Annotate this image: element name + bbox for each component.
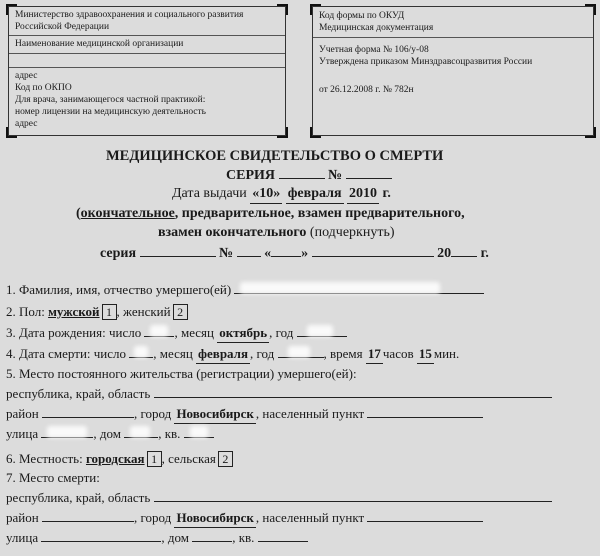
- death-place-region: [6, 489, 552, 507]
- locality-urban-box: 1: [147, 451, 162, 467]
- residence-region-label: республика, край, область: [6, 386, 151, 401]
- residence-house-label: , дом: [93, 426, 121, 441]
- issue-year-suffix: г.: [382, 186, 391, 201]
- locality-rural: , сельская: [161, 451, 216, 466]
- birth-month-value: октябрь: [217, 324, 269, 343]
- quote-open: «: [264, 246, 272, 261]
- residence-district-label: район: [6, 406, 39, 421]
- issue-year: 2010: [347, 185, 379, 204]
- sex-label: 2. Пол:: [6, 304, 45, 319]
- field-locality: [6, 450, 233, 468]
- birth-year-label: , год: [269, 325, 294, 340]
- residence-street: [6, 425, 214, 443]
- certificate-type-line2: [158, 224, 395, 242]
- residence-region: [6, 385, 552, 403]
- death-region-label: республика, край, область: [6, 490, 151, 505]
- series-label: СЕРИЯ: [226, 168, 275, 183]
- year-20: 20: [437, 246, 452, 261]
- issue-day: «10»: [250, 185, 282, 204]
- prev-no-label: №: [219, 246, 234, 261]
- issue-date-line: [172, 185, 391, 203]
- death-place-label: 7. Место смерти:: [6, 470, 100, 485]
- residence-city-value: Новосибирск: [174, 405, 255, 424]
- death-month-value: февраля: [196, 345, 250, 364]
- field-fullname: [6, 281, 484, 299]
- locality-label: 6. Местность:: [6, 451, 83, 466]
- residence-city-label: , город: [133, 406, 172, 421]
- death-hours-label: часов: [382, 346, 414, 361]
- quote-close: »: [301, 246, 309, 261]
- page-title: МЕДИЦИНСКОЕ СВИДЕТЕЛЬСТВО О СМЕРТИ: [106, 148, 444, 164]
- death-month-label: , месяц: [153, 346, 193, 361]
- address2-label: адрес: [15, 119, 38, 129]
- form-number: Учетная форма № 106/у-08: [319, 45, 429, 55]
- death-day-label: 4. Дата смерти: число: [6, 346, 127, 361]
- underline-note: (подчеркнуть): [309, 225, 395, 240]
- death-city-value: Новосибирск: [174, 509, 255, 528]
- address-label: адрес: [15, 71, 38, 81]
- type-paren-open: (: [76, 206, 81, 221]
- residence-settlement-label: , населенный пункт: [255, 406, 365, 421]
- field-birthdate: [6, 324, 347, 342]
- ministry-text: Министерство здравоохранения и социального развития Российской Федерации: [15, 10, 244, 32]
- field-death-place: [6, 469, 100, 487]
- sex-female: , женский: [116, 304, 171, 319]
- field-residence: [6, 365, 357, 383]
- death-minutes-value: 15: [417, 345, 434, 364]
- birth-day-label: 3. Дата рождения: число: [6, 325, 142, 340]
- residence-street-label: улица: [6, 426, 39, 441]
- type-line2: взамен окончательного: [158, 225, 307, 240]
- fullname-redacted: [240, 282, 440, 294]
- certificate-type-line: [76, 205, 465, 223]
- order-date: от 26.12.2008 г. № 782н: [319, 85, 414, 95]
- death-hours-value: 17: [366, 345, 383, 364]
- fullname-label: 1. Фамилия, имя, отчество умершего(ей): [6, 282, 232, 297]
- issue-month: февраля: [286, 185, 344, 204]
- death-street-label: улица: [6, 530, 39, 545]
- birth-month-label: , месяц: [174, 325, 214, 340]
- issue-prefix: Дата выдачи: [172, 186, 247, 201]
- locality-rural-box: 2: [218, 451, 233, 467]
- series-line: [226, 166, 392, 184]
- type-rest: , предварительное, взамен предварительного,: [174, 206, 465, 221]
- residence-district: [6, 405, 483, 423]
- series-small-label: серия: [100, 246, 137, 261]
- death-year-label: , год: [250, 346, 275, 361]
- death-district-label: район: [6, 510, 39, 525]
- type-final: окончательное: [80, 206, 175, 221]
- sex-male-box: 1: [102, 304, 117, 320]
- med-doc-label: Медицинская документация: [319, 23, 434, 33]
- death-place-district: [6, 509, 483, 527]
- field-sex: [6, 303, 188, 321]
- death-city-label: , город: [133, 510, 172, 525]
- death-time-label: , время: [323, 346, 363, 361]
- previous-series-line: [100, 244, 489, 262]
- okpo-label: Код по ОКПО: [15, 83, 72, 93]
- sex-male: мужской: [48, 304, 100, 319]
- org-name-label: Наименование медицинской организации: [15, 39, 184, 49]
- death-settlement-label: , населенный пункт: [255, 510, 365, 525]
- approved-text: Утверждена приказом Минздравсоцразвития России: [319, 57, 533, 67]
- private-practice-label: Для врача, занимающегося частной практикой:: [15, 95, 206, 105]
- residence-label: 5. Место постоянного жительства (регистрации) умершего(ей):: [6, 366, 357, 381]
- sex-female-box: 2: [173, 304, 188, 320]
- field-deathdate: [6, 345, 459, 363]
- death-place-street: [6, 529, 308, 547]
- year-g: г.: [480, 246, 489, 261]
- death-house-label: , дом: [161, 530, 189, 545]
- form-code-box: [312, 6, 594, 136]
- death-apt-label: , кв.: [232, 530, 255, 545]
- okud-label: Код формы по ОКУД: [319, 11, 405, 21]
- death-minutes-label: мин.: [433, 346, 460, 361]
- residence-apt-label: , кв.: [158, 426, 181, 441]
- locality-urban: городская: [85, 451, 145, 466]
- license-label: номер лицензии на медицинскую деятельность: [15, 107, 207, 117]
- org-info-box: [8, 6, 286, 136]
- number-label: №: [328, 168, 343, 183]
